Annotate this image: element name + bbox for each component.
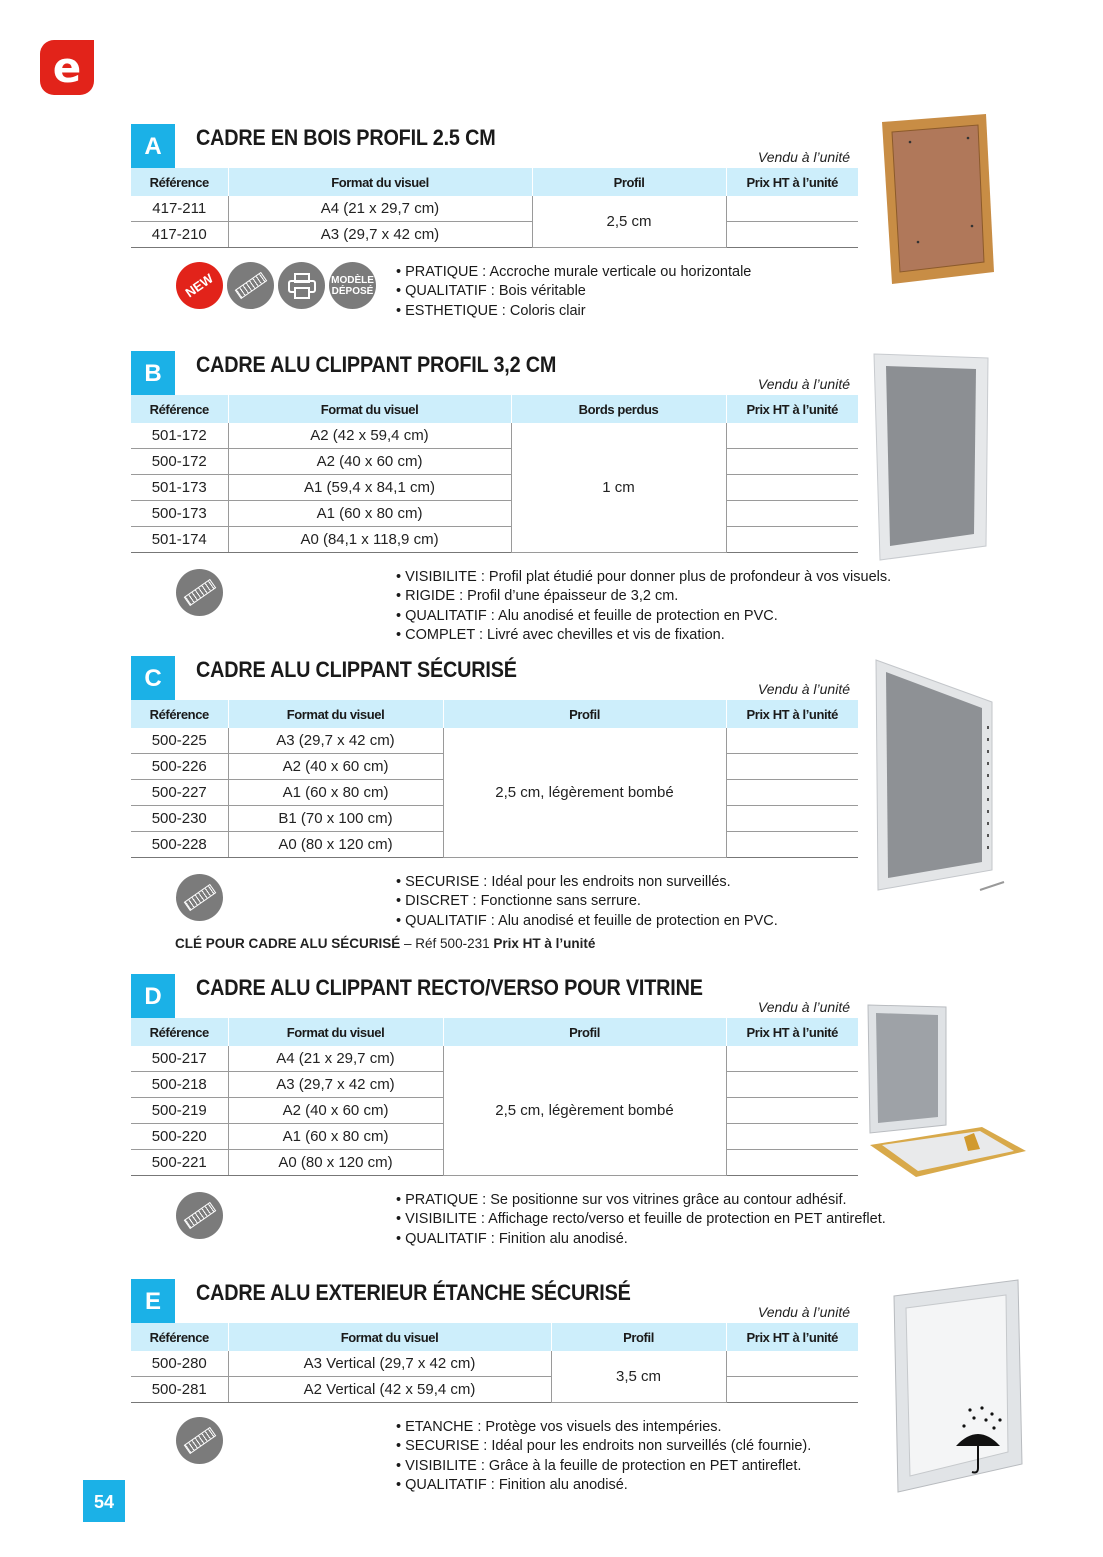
key-accessory-line (175, 936, 595, 951)
format-cell: A3 (29,7 x 42 cm) (228, 222, 532, 248)
format-cell: A1 (59,4 x 84,1 cm) (228, 475, 511, 501)
format-cell: A3 (29,7 x 42 cm) (228, 728, 443, 754)
feature-list (396, 568, 891, 645)
wood-frame-photo (878, 112, 998, 287)
col-profil: Profil (532, 168, 726, 196)
format-cell: A2 Vertical (42 x 59,4 cm) (228, 1377, 551, 1403)
col-prix: Prix HT à l’unité (726, 700, 858, 728)
ruler-icon (176, 1417, 223, 1464)
price-cell (726, 527, 858, 553)
secure-frame-photo (870, 656, 1010, 896)
ref-cell: 500-226 (131, 754, 228, 780)
ref-cell: 417-211 (131, 196, 228, 222)
list-item: • PRATIQUE : Se positionne sur vos vitrines grâce au contour adhésif. (396, 1191, 886, 1210)
printer-icon (278, 262, 325, 309)
price-cell (726, 222, 858, 248)
format-cell: A2 (40 x 60 cm) (228, 754, 443, 780)
price-cell (726, 832, 858, 858)
section-letter: A (131, 124, 175, 168)
ref-cell: 501-173 (131, 475, 228, 501)
table-row (131, 527, 858, 553)
list-item: • VISIBILITE : Affichage recto/verso et feuille de protection en PET antireflet. (396, 1210, 886, 1229)
price-cell (726, 1098, 858, 1124)
merged-value-cell: 3,5 cm (551, 1351, 726, 1403)
price-cell (726, 1072, 858, 1098)
new-badge: NEW (176, 262, 223, 309)
price-cell (726, 1351, 858, 1377)
window-frame-photo (862, 1003, 1032, 1185)
merged-value-cell: 2,5 cm, légèrement bombé (443, 1046, 726, 1176)
section-title: CADRE EN BOIS PROFIL 2.5 CM (196, 125, 496, 150)
col-format: Format du visuel (228, 168, 532, 196)
list-item: • SECURISE : Idéal pour les endroits non surveillés. (396, 873, 778, 892)
format-cell: A3 (29,7 x 42 cm) (228, 1072, 443, 1098)
ref-cell: 417-210 (131, 222, 228, 248)
ref-cell: 500-221 (131, 1150, 228, 1176)
sold-per-unit-note: Vendu à l’unité (757, 681, 850, 697)
col-prix: Prix HT à l’unité (726, 1018, 858, 1046)
col-format: Format du visuel (228, 700, 443, 728)
list-item: • ESTHETIQUE : Coloris clair (396, 302, 751, 321)
ref-cell: 501-172 (131, 423, 228, 449)
ref-cell: 500-225 (131, 728, 228, 754)
list-item: • ETANCHE : Protège vos visuels des intempéries. (396, 1418, 811, 1437)
sold-per-unit-note: Vendu à l’unité (757, 149, 850, 165)
sold-per-unit-note: Vendu à l’unité (757, 1304, 850, 1320)
section-title: CADRE ALU CLIPPANT RECTO/VERSO POUR VITRINE (196, 975, 703, 1000)
table-row (131, 196, 858, 222)
product-table (131, 395, 858, 553)
col-format: Format du visuel (228, 395, 511, 423)
ref-cell: 500-228 (131, 832, 228, 858)
price-cell (726, 196, 858, 222)
col-reference: Référence (131, 395, 228, 423)
list-item: • VISIBILITE : Grâce à la feuille de protection en PET antireflet. (396, 1457, 811, 1476)
list-item: • QUALITATIF : Finition alu anodisé. (396, 1230, 886, 1249)
format-cell: A4 (21 x 29,7 cm) (228, 196, 532, 222)
format-cell: A0 (80 x 120 cm) (228, 1150, 443, 1176)
section-title: CADRE ALU CLIPPANT SÉCURISÉ (196, 657, 517, 682)
section-title: CADRE ALU EXTERIEUR ÉTANCHE SÉCURISÉ (196, 1280, 631, 1305)
feature-list (396, 263, 751, 321)
ref-cell: 500-218 (131, 1072, 228, 1098)
col-reference: Référence (131, 700, 228, 728)
feature-list (396, 1191, 886, 1249)
col-reference: Référence (131, 168, 228, 196)
table-row (131, 423, 858, 449)
col-reference: Référence (131, 1323, 228, 1351)
product-table (131, 1323, 858, 1403)
feature-badges (176, 262, 376, 309)
col-bords: Bords perdus (511, 395, 726, 423)
price-cell (726, 449, 858, 475)
list-item: • COMPLET : Livré avec chevilles et vis de fixation. (396, 626, 891, 645)
ref-cell: 500-227 (131, 780, 228, 806)
list-item: • QUALITATIF : Alu anodisé et feuille de protection en PVC. (396, 607, 891, 626)
table-header (131, 700, 858, 728)
table-header (131, 1018, 858, 1046)
format-cell: B1 (70 x 100 cm) (228, 806, 443, 832)
list-item: • PRATIQUE : Accroche murale verticale ou horizontale (396, 263, 751, 282)
key-price-label: Prix HT à l’unité (493, 936, 596, 951)
feature-badges (176, 569, 223, 616)
format-cell: A0 (80 x 120 cm) (228, 832, 443, 858)
price-cell (726, 423, 858, 449)
format-cell: A3 Vertical (29,7 x 42 cm) (228, 1351, 551, 1377)
price-cell (726, 501, 858, 527)
ruler-icon (176, 874, 223, 921)
sold-per-unit-note: Vendu à l’unité (757, 376, 850, 392)
list-item: • QUALITATIF : Finition alu anodisé. (396, 1476, 811, 1495)
col-profil: Profil (551, 1323, 726, 1351)
key-label: CLÉ POUR CADRE ALU SÉCURISÉ (175, 936, 401, 951)
table-row (131, 1377, 858, 1403)
table-header (131, 168, 858, 196)
ruler-icon (176, 569, 223, 616)
section-letter: E (131, 1279, 175, 1323)
section-letter: B (131, 351, 175, 395)
list-item: • VISIBILITE : Profil plat étudié pour donner plus de profondeur à vos visuels. (396, 568, 891, 587)
price-cell (726, 1377, 858, 1403)
page-number: 54 (83, 1480, 125, 1522)
ref-cell: 500-219 (131, 1098, 228, 1124)
feature-badges (176, 1417, 223, 1464)
ref-cell: 500-281 (131, 1377, 228, 1403)
table-header (131, 1323, 858, 1351)
product-table (131, 700, 858, 858)
ref-cell: 500-172 (131, 449, 228, 475)
merged-value-cell: 1 cm (511, 423, 726, 553)
ref-cell: 500-230 (131, 806, 228, 832)
section-letter: D (131, 974, 175, 1018)
feature-badges (176, 874, 223, 921)
col-profil: Profil (443, 1018, 726, 1046)
table-row (131, 1351, 858, 1377)
section-title: CADRE ALU CLIPPANT PROFIL 3,2 CM (196, 352, 557, 377)
list-item: • QUALITATIF : Alu anodisé et feuille de protection en PVC. (396, 912, 778, 931)
table-row (131, 475, 858, 501)
price-cell (726, 1124, 858, 1150)
format-cell: A2 (40 x 60 cm) (228, 1098, 443, 1124)
format-cell: A1 (60 x 80 cm) (228, 501, 511, 527)
feature-list (396, 873, 778, 931)
col-prix: Prix HT à l’unité (726, 395, 858, 423)
list-item: • SECURISE : Idéal pour les endroits non surveillés (clé fournie). (396, 1437, 811, 1456)
feature-list (396, 1418, 811, 1495)
price-cell (726, 475, 858, 501)
table-row (131, 728, 858, 754)
merged-value-cell: 2,5 cm (532, 196, 726, 248)
col-format: Format du visuel (228, 1018, 443, 1046)
alu-frame-photo (868, 350, 993, 565)
col-profil: Profil (443, 700, 726, 728)
format-cell: A1 (60 x 80 cm) (228, 780, 443, 806)
price-cell (726, 1046, 858, 1072)
modele-depose-badge: MODÈLE DÉPOSÉ (329, 262, 376, 309)
feature-badges (176, 1192, 223, 1239)
table-row (131, 501, 858, 527)
price-cell (726, 806, 858, 832)
table-header (131, 395, 858, 423)
table-row (131, 1046, 858, 1072)
format-cell: A2 (42 x 59,4 cm) (228, 423, 511, 449)
key-ref: – Réf 500-231 (400, 936, 494, 951)
format-cell: A4 (21 x 29,7 cm) (228, 1046, 443, 1072)
price-cell (726, 780, 858, 806)
col-format: Format du visuel (228, 1323, 551, 1351)
list-item: • QUALITATIF : Bois véritable (396, 282, 751, 301)
format-cell: A1 (60 x 80 cm) (228, 1124, 443, 1150)
ref-cell: 501-174 (131, 527, 228, 553)
product-table (131, 168, 858, 248)
list-item: • DISCRET : Fonctionne sans serrure. (396, 892, 778, 911)
sold-per-unit-note: Vendu à l’unité (757, 999, 850, 1015)
ref-cell: 500-280 (131, 1351, 228, 1377)
ruler-icon (176, 1192, 223, 1239)
ref-cell: 500-217 (131, 1046, 228, 1072)
merged-value-cell: 2,5 cm, légèrement bombé (443, 728, 726, 858)
section-letter: C (131, 656, 175, 700)
ref-cell: 500-220 (131, 1124, 228, 1150)
list-item: • RIGIDE : Profil d’une épaisseur de 3,2 cm. (396, 587, 891, 606)
price-cell (726, 754, 858, 780)
brand-logo: e (40, 40, 94, 95)
price-cell (726, 1150, 858, 1176)
format-cell: A0 (84,1 x 118,9 cm) (228, 527, 511, 553)
outdoor-frame-photo (890, 1278, 1025, 1496)
product-table (131, 1018, 858, 1176)
col-prix: Prix HT à l’unité (726, 1323, 858, 1351)
table-row (131, 222, 858, 248)
table-row (131, 449, 858, 475)
price-cell (726, 728, 858, 754)
format-cell: A2 (40 x 60 cm) (228, 449, 511, 475)
ref-cell: 500-173 (131, 501, 228, 527)
ruler-icon (227, 262, 274, 309)
col-prix: Prix HT à l’unité (726, 168, 858, 196)
col-reference: Référence (131, 1018, 228, 1046)
